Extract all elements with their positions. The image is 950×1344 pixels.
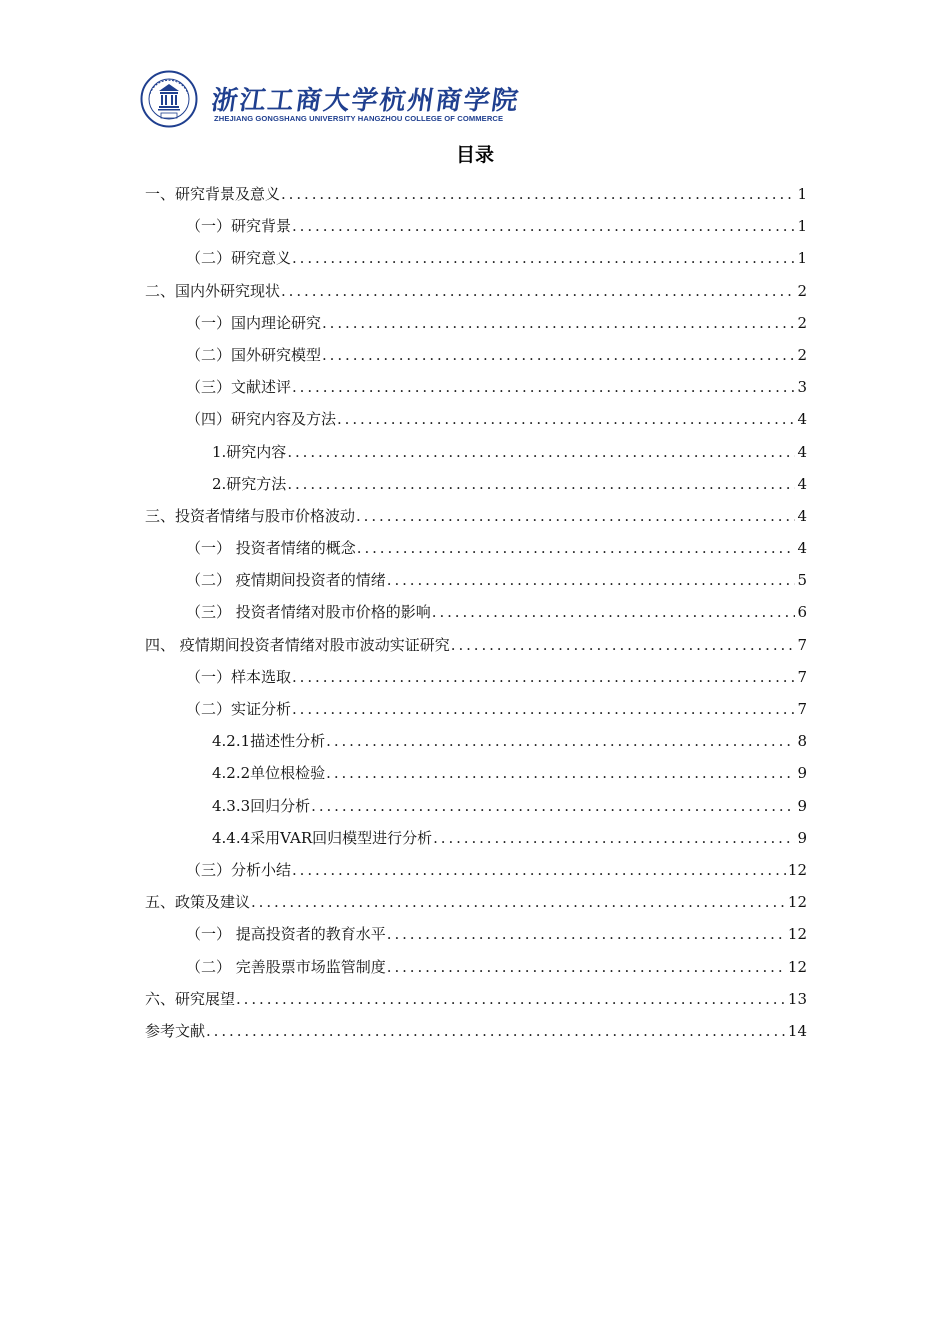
toc-entry[interactable]	[145, 178, 807, 210]
toc-dot-leader	[322, 339, 795, 371]
toc-entry-title: 三、投资者情绪与股市价格波动	[145, 506, 356, 525]
toc-entry[interactable]	[145, 307, 807, 339]
toc-page-number: 7	[797, 700, 807, 718]
toc-dot-leader	[387, 951, 786, 983]
toc-dot-leader	[206, 1015, 786, 1047]
toc-entry-title: （一）国内理论研究	[186, 313, 322, 332]
toc-dot-leader	[281, 178, 795, 210]
toc-page-number: 9	[797, 764, 807, 783]
toc-entry[interactable]	[145, 275, 807, 307]
toc-entry[interactable]	[145, 596, 807, 628]
toc-page-number: 9	[797, 828, 807, 847]
toc-dot-leader	[287, 468, 795, 500]
toc-page-number: 3	[797, 378, 807, 397]
toc-entry-title: （三）分析小结	[186, 860, 292, 879]
toc-entry-title: （二）实证分析	[186, 700, 292, 718]
toc-entry-title: （二）研究意义	[186, 249, 292, 268]
toc-page-number: 7	[797, 667, 807, 686]
toc-entry[interactable]	[145, 693, 807, 725]
toc-entry[interactable]	[145, 629, 807, 661]
toc-page-number: 4	[797, 410, 807, 429]
toc-dot-leader	[356, 500, 795, 532]
toc-dot-leader	[292, 371, 795, 403]
toc-entry[interactable]	[145, 790, 807, 822]
toc-entry[interactable]	[145, 371, 807, 403]
toc-dot-leader	[322, 307, 795, 339]
table-of-contents	[145, 178, 807, 1047]
toc-dot-leader	[451, 629, 796, 661]
toc-page-number: 8	[797, 732, 807, 751]
toc-entry[interactable]	[145, 500, 807, 532]
toc-entry-title: 五、政策及建议	[145, 893, 251, 912]
toc-page-number: 2	[797, 281, 807, 300]
toc-entry-title: （一） 投资者情绪的概念	[186, 539, 356, 558]
toc-dot-leader	[387, 918, 786, 950]
toc-entry-title: 1.研究内容	[212, 442, 287, 461]
toc-page-number: 4	[797, 539, 807, 558]
toc-dot-leader	[311, 790, 795, 822]
toc-entry-title: 四、 疫情期间投资者情绪对股市波动实证研究	[145, 635, 450, 654]
toc-page-number: 12	[787, 925, 807, 944]
toc-entry-title: （二） 疫情期间投资者的情绪	[186, 571, 386, 590]
toc-entry-title: （三）文献述评	[186, 378, 292, 397]
toc-page-number: 6	[797, 603, 807, 622]
toc-dot-leader	[326, 757, 795, 789]
toc-dot-leader	[357, 532, 796, 564]
toc-page-number: 12	[787, 893, 807, 912]
toc-dot-leader	[292, 693, 795, 725]
toc-page-number: 2	[797, 345, 807, 364]
toc-page-number: 1	[797, 185, 807, 203]
toc-entry[interactable]	[145, 886, 807, 918]
toc-entry[interactable]	[145, 854, 807, 886]
university-seal-icon	[140, 70, 198, 128]
toc-page-number: 5	[797, 571, 807, 590]
toc-entry-title: 二、国内外研究现状	[145, 281, 281, 300]
toc-entry-title: 4.2.1描述性分析	[212, 732, 326, 751]
toc-entry-title: （一）样本选取	[186, 667, 292, 686]
toc-entry[interactable]	[145, 403, 807, 435]
toc-page-number: 1	[797, 217, 807, 236]
toc-entry-title: 4.3.3回归分析	[212, 796, 311, 815]
toc-entry[interactable]	[145, 436, 807, 468]
toc-dot-leader	[292, 210, 795, 242]
toc-page-number: 7	[797, 635, 807, 654]
toc-entry[interactable]	[145, 951, 807, 983]
toc-dot-leader	[326, 725, 795, 757]
toc-page-number: 2	[797, 313, 807, 332]
toc-entry[interactable]	[145, 468, 807, 500]
brand-chinese-name: 浙江工商大学杭州商学院	[209, 86, 522, 116]
toc-entry-title: （四）研究内容及方法	[186, 410, 337, 429]
toc-page-number: 4	[797, 474, 807, 493]
toc-entry[interactable]	[145, 822, 807, 854]
toc-entry[interactable]	[145, 661, 807, 693]
toc-entry[interactable]	[145, 725, 807, 757]
toc-page-number: 12	[787, 957, 807, 976]
toc-page-number: 14	[787, 1021, 807, 1040]
toc-dot-leader	[292, 661, 795, 693]
toc-entry[interactable]	[145, 983, 807, 1015]
toc-entry[interactable]	[145, 564, 807, 596]
toc-entry[interactable]	[145, 757, 807, 789]
toc-entry[interactable]	[145, 1015, 807, 1047]
toc-page-number: 4	[797, 506, 807, 525]
toc-dot-leader	[287, 436, 795, 468]
toc-page-number: 4	[797, 442, 807, 461]
toc-page-number: 13	[787, 989, 807, 1008]
toc-entry-title: 一、研究背景及意义	[145, 185, 281, 203]
toc-dot-leader	[292, 242, 795, 274]
toc-entry-title: （三） 投资者情绪对股市价格的影响	[186, 603, 431, 622]
toc-dot-leader	[251, 886, 786, 918]
toc-entry-title: 2.研究方法	[212, 474, 287, 493]
toc-dot-leader	[281, 275, 795, 307]
toc-entry-title: 4.4.4采用VAR回归模型进行分析	[212, 828, 433, 847]
toc-page-number: 12	[787, 860, 807, 879]
toc-entry-title: 4.2.2单位根检验	[212, 764, 326, 783]
toc-page-number: 9	[797, 796, 807, 815]
toc-entry[interactable]	[145, 532, 807, 564]
toc-title: 目录	[455, 144, 494, 166]
toc-page-number: 1	[797, 249, 807, 268]
toc-entry[interactable]	[145, 242, 807, 274]
toc-dot-leader	[387, 564, 796, 596]
toc-entry-title: （二） 完善股票市场监管制度	[186, 957, 386, 976]
toc-entry[interactable]	[145, 339, 807, 371]
toc-entry[interactable]	[145, 918, 807, 950]
toc-entry-title: 六、研究展望	[145, 989, 236, 1008]
toc-entry-title: （一）研究背景	[186, 217, 292, 236]
toc-entry[interactable]	[145, 210, 807, 242]
toc-dot-leader	[236, 983, 786, 1015]
toc-dot-leader	[432, 596, 796, 628]
toc-dot-leader	[292, 854, 786, 886]
toc-entry-title: （一） 提高投资者的教育水平	[186, 925, 386, 944]
toc-entry-title: 参考文献	[145, 1021, 206, 1040]
toc-dot-leader	[433, 822, 795, 854]
toc-entry-title: （二）国外研究模型	[186, 345, 322, 364]
university-header	[140, 68, 522, 130]
toc-dot-leader	[337, 403, 795, 435]
brand-english-name: ZHEJIANG GONGSHANG UNIVERSITY HANGZHOU COLLEGE OF COMMERCE	[214, 114, 504, 123]
